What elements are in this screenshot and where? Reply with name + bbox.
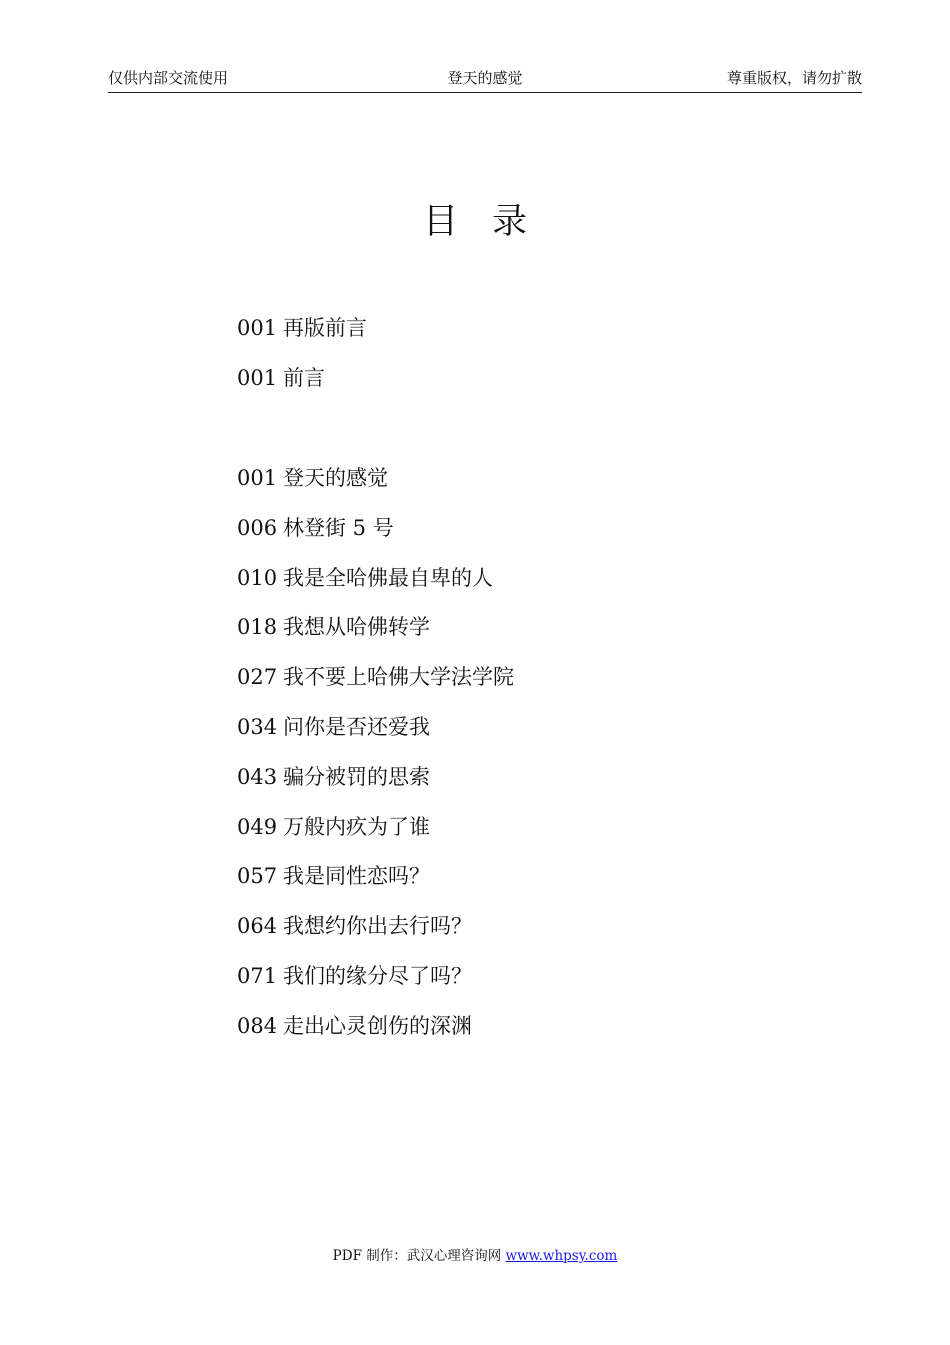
toc-entry-chapter-9[interactable] xyxy=(237,862,430,890)
footer-credit-text: PDF 制作：武汉心理咨询网 xyxy=(332,1248,506,1264)
toc-title-char-1: 目 xyxy=(422,202,458,242)
toc-page-number: 049 xyxy=(237,815,278,839)
toc-entry-title: 骗分被罚的思索 xyxy=(283,765,430,789)
toc-entry-title: 我是同性恋吗？ xyxy=(283,864,430,888)
toc-page-number: 043 xyxy=(237,765,278,789)
page-header xyxy=(108,66,862,93)
toc-entry-title: 我是全哈佛最自卑的人 xyxy=(283,566,493,590)
toc-entry-chapter-6[interactable] xyxy=(237,713,430,741)
toc-entry-chapter-2[interactable] xyxy=(237,514,394,542)
toc-entry-chapter-12[interactable] xyxy=(237,1012,472,1040)
toc-page-number: 018 xyxy=(237,615,278,639)
toc-page-number: 084 xyxy=(237,1014,278,1038)
toc-page-number: 010 xyxy=(237,566,278,590)
toc-page-number: 001 xyxy=(237,466,278,490)
toc-entry-chapter-4[interactable] xyxy=(237,613,430,641)
header-center-title: 登天的感觉 xyxy=(447,69,523,87)
toc-page-number: 034 xyxy=(237,715,278,739)
toc-entry-chapter-3[interactable] xyxy=(237,564,493,592)
toc-page-number: 001 xyxy=(237,366,278,390)
toc-entry-chapter-1[interactable] xyxy=(237,464,388,492)
toc-entry-chapter-7[interactable] xyxy=(237,763,430,791)
toc-entry-chapter-5[interactable] xyxy=(237,663,514,691)
toc-entry-title: 我不要上哈佛大学法学院 xyxy=(283,665,514,689)
toc-page-number: 006 xyxy=(237,516,278,540)
page-footer xyxy=(0,1247,950,1265)
toc-entry-title: 我们的缘分尽了吗？ xyxy=(283,964,472,988)
toc-page-number: 064 xyxy=(237,914,278,938)
toc-entry-front-2[interactable] xyxy=(237,364,325,392)
toc-title xyxy=(0,198,950,246)
toc-entry-chapter-10[interactable] xyxy=(237,912,472,940)
toc-entry-title: 再版前言 xyxy=(283,316,367,340)
toc-page-number: 001 xyxy=(237,316,278,340)
toc-entry-title: 万般内疚为了谁 xyxy=(283,815,430,839)
toc-entry-title: 我想约你出去行吗？ xyxy=(283,914,472,938)
header-right-text: 尊重版权，请勿扩散 xyxy=(726,69,862,87)
footer-website-link[interactable]: www.whpsy.com xyxy=(505,1248,618,1264)
toc-entry-chapter-11[interactable] xyxy=(237,962,472,990)
toc-entry-title: 前言 xyxy=(283,366,325,390)
toc-title-char-2: 录 xyxy=(492,202,528,242)
toc-entry-chapter-8[interactable] xyxy=(237,813,430,841)
toc-entry-front-1[interactable] xyxy=(237,314,367,342)
toc-entry-title: 林登街 5 号 xyxy=(283,516,394,540)
toc-entry-title: 登天的感觉 xyxy=(283,466,388,490)
toc-page-number: 027 xyxy=(237,665,278,689)
toc-entry-title: 走出心灵创伤的深渊 xyxy=(283,1014,472,1038)
toc-entry-title: 我想从哈佛转学 xyxy=(283,615,430,639)
toc-page-number: 057 xyxy=(237,864,278,888)
header-left-text: 仅供内部交流使用 xyxy=(108,69,229,87)
toc-page-number: 071 xyxy=(237,964,278,988)
toc-entry-title: 问你是否还爱我 xyxy=(283,715,430,739)
